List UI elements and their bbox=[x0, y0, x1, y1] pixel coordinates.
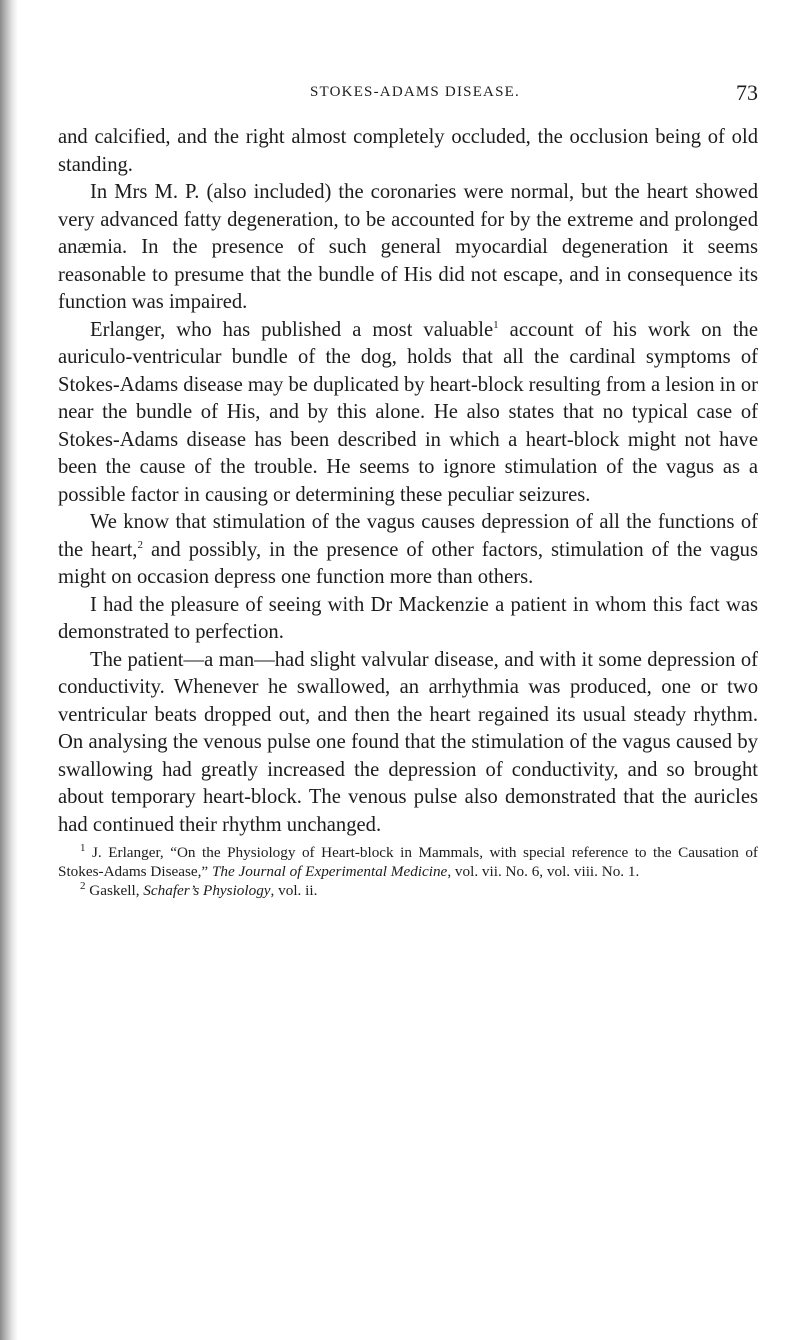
body-text bbox=[58, 124, 758, 839]
paragraph-4-text-a: We know that stimulation of the vagus causes depression of all the functions of the heart, bbox=[58, 511, 758, 561]
paragraph-4-text-b: and possibly, in the presence of other factors, stimulation of the vagus might on occasion depress one function more than others. bbox=[58, 538, 758, 588]
paragraph-2: In Mrs M. P. (also included) the coronaries were normal, but the heart showed very advanced fatty degeneration, to be accounted for by the extreme and prolonged anæmia. In the presence of such general myocardial degeneration it seems reasonable to presume that the bundle of His did not escape, and in consequence its function was impaired. bbox=[58, 181, 758, 313]
footnote-ref-1: 1 bbox=[493, 318, 499, 331]
paragraph-6: The patient—a man—had slight valvular disease, and with it some depression of conductivity. Whenever he swallowed, an arrhythmia was produced, one or two ventricular beats dropped out, and then the heart regained its usual steady rhythm. On analysing the venous pulse one found that the stimulation of the vagus caused by swallowing had greatly increased the depression of conductivity, and so brought about temporary heart-block. The venous pulse also demonstrated that the auricles had continued their rhythm unchanged. bbox=[58, 648, 758, 836]
footnote-1-journal: The Journal of Experimental Medicine bbox=[211, 863, 448, 880]
paragraph-1: and calcified, and the right almost completely occluded, the occlusion being of old standing. bbox=[58, 126, 758, 176]
footnote-1-mark: 1 bbox=[80, 841, 86, 854]
running-head: STOKES-ADAMS DISEASE. bbox=[310, 84, 520, 100]
page-header bbox=[58, 80, 758, 110]
footnote-2-mark: 2 bbox=[80, 879, 86, 892]
paragraph-3 bbox=[58, 317, 758, 510]
footnote-1-text: J. Erlanger, “On the Physiology of Heart-block in Mammals, with special reference to the Causation of Stokes-Adams Disease,” bbox=[58, 844, 758, 880]
footnote-1 bbox=[58, 843, 758, 881]
footnote-2-book: Schafer’s Physiology bbox=[143, 882, 271, 899]
book-page bbox=[58, 80, 759, 900]
footnote-2-text: Gaskell, bbox=[85, 882, 144, 899]
footnote-ref-2: 2 bbox=[137, 538, 143, 551]
footnote-2 bbox=[58, 881, 758, 900]
book-spine-shadow bbox=[0, 0, 18, 1340]
paragraph-5: I had the pleasure of seeing with Dr Mackenzie a patient in whom this fact was demonstrated to perfection. bbox=[58, 593, 758, 643]
paragraph-3-text-b: account of his work on the auriculo-ventricular bundle of the dog, holds that all the cardinal symptoms of Stokes-Adams disease may be duplicated by heart-block resulting from a lesion in or near the bundle of His, and by this alone. He also states that no typical case of Stokes-Adams disease has been described in which a heart-block might not have been the cause of the trouble. He seems to ignore stimulation of the vagus as a possible factor in causing or determining these peculiar seizures. bbox=[58, 318, 759, 506]
page-number: 73 bbox=[736, 80, 758, 105]
paragraph-3-text-a: Erlanger, who has published a most valuable bbox=[90, 318, 494, 341]
paragraph-4 bbox=[58, 509, 758, 592]
footnotes bbox=[58, 843, 758, 900]
footnote-2-tail: , vol. ii. bbox=[270, 882, 318, 899]
footnote-1-tail: , vol. vii. No. 6, vol. viii. No. 1. bbox=[447, 863, 640, 880]
